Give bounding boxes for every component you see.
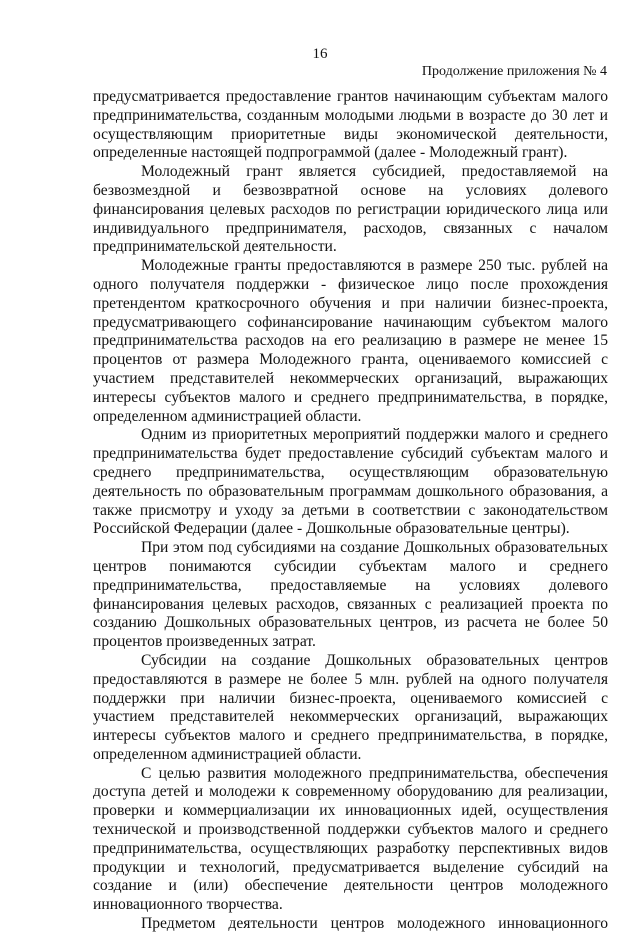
paragraph-3: Молодежные гранты предоставляются в размере 250 тыс. рублей на одного получателя поддержки - физическое лицо после прохождения претендентом краткосрочного обучения и при наличии бизнес-проекта, предусматривающего софинансирование начинающим субъектом малого предпринимательства расходов на его реализацию в размере не менее 15 процентов от размера Молодежного гранта, оцениваемого комиссией с участием представителей некоммерческих организаций, выражающих интересы субъектов малого и среднего предпринимательства, в порядке, определенном администрацией области. xyxy=(93,257,608,425)
paragraph-1: предусматривается предоставление грантов начинающим субъектам малого предпринимательства, созданным молодыми людьми в возрасте до 30 лет и осуществляющим приоритетные виды экономической деятельности, определенные настоящей подпрограммой (далее - Молодежный грант). xyxy=(93,88,608,162)
paragraph-4: Одним из приоритетных мероприятий поддержки малого и среднего предпринимательства будет предоставление субсидий субъектам малого и среднего предпринимательства, осуществляющим образовательную деятельность по образовательным программам дошкольного образования, а также присмотру и уходу за детьми в соответствии с законодательством Российской Федерации (далее - Дошкольные образовательные центры). xyxy=(93,426,608,538)
paragraph-2: Молодежный грант является субсидией, предоставляемой на безвозмездной и безвозвратной основе на условиях долевого финансирования целевых расходов по регистрации юридического лица или индивидуального предпринимателя, расходов, связанных с началом предпринимательской деятельности. xyxy=(93,163,608,256)
document-body xyxy=(93,88,608,934)
page-number: 16 xyxy=(312,46,328,62)
paragraph-7: С целью развития молодежного предпринимательства, обеспечения доступа детей и молодежи к современному оборудованию для реализации, проверки и коммерциализации их инновационных идей, осуществления технической и производственной поддержки субъектов малого и среднего предпринимательства, осуществляющих разработку перспективных видов продукции и технологий, предусматривается выделение субсидий на создание и (или) обеспечение деятельности центров молодежного инновационного творчества. xyxy=(93,764,608,914)
paragraph-5: При этом под субсидиями на создание Дошкольных образовательных центров понимаются субсидии субъектам малого и среднего предпринимательства, предоставляемые на условиях долевого финансирования целевых расходов, связанных с реализацией проекта по созданию Дошкольных образовательных центров, из расчета не более 50 процентов произведенных затрат. xyxy=(93,539,608,651)
paragraph-8: Предметом деятельности центров молодежного инновационного xyxy=(141,915,608,933)
annex-label: Продолжение приложения № 4 xyxy=(421,64,607,79)
paragraph-6: Субсидии на создание Дошкольных образовательных центров предоставляются в размере не более 5 млн. рублей на одного получателя поддержки при наличии бизнес-проекта, оцениваемого комиссией с участием представителей некоммерческих организаций, выражающих интересы субъектов малого и среднего предпринимательства, в порядке, определенном администрацией области. xyxy=(93,651,608,763)
